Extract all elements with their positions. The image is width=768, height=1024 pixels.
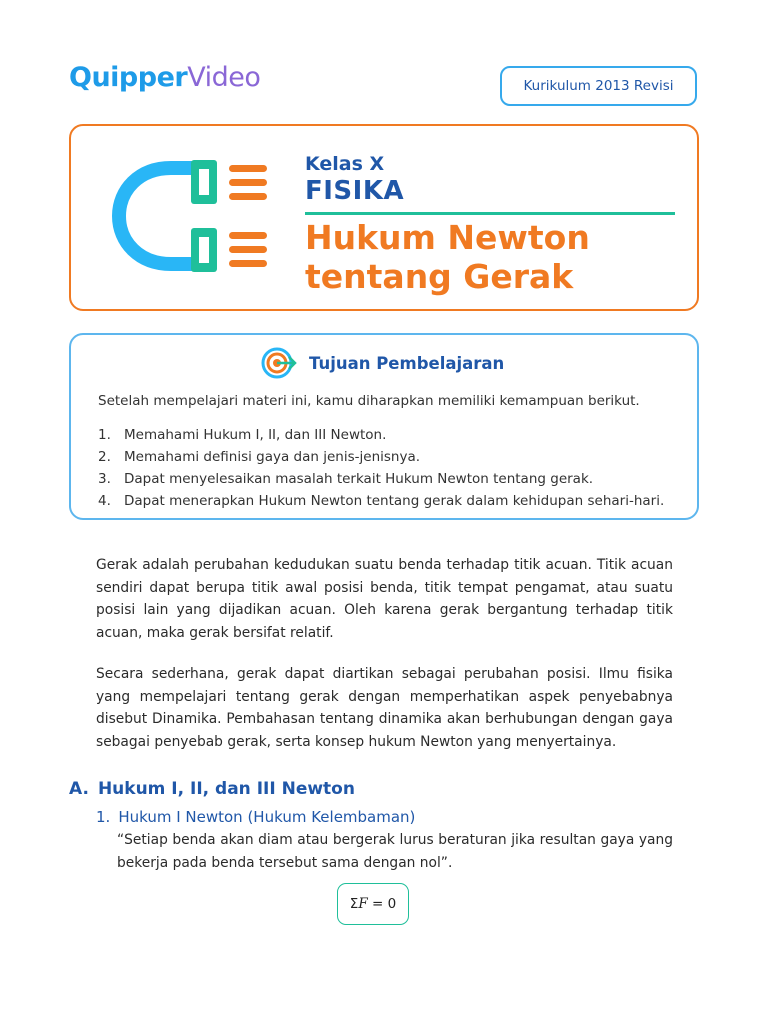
subsection-heading: 1. Hukum I Newton (Hukum Kelembaman) xyxy=(96,808,416,826)
target-icon xyxy=(261,347,297,379)
objectives-intro: Setelah mempelajari materi ini, kamu diharapkan memiliki kemampuan berikut. xyxy=(98,393,640,409)
class-label: Kelas X xyxy=(305,153,385,175)
learning-objectives-box xyxy=(69,333,699,520)
list-item: 4. Dapat menerapkan Hukum Newton tentang gerak dalam kehidupan sehari-hari. xyxy=(98,493,665,509)
section-heading: A. Hukum I, II, dan III Newton xyxy=(69,779,355,799)
body-paragraph-2: Secara sederhana, gerak dapat diartikan sebagai perubahan posisi. Ilmu fisika yang mempelajari tentang gerak dengan memperhatikan aspek penyebabnya disebut Dinamika. Pembahasan tentang dinamika akan berhubungan dengan gaya sebagai penyebab gerak, serta konsep hukum Newton yang menyertainya. xyxy=(96,666,673,750)
law-quote: “Setiap benda akan diam atau bergerak lurus beraturan jika resultan gaya yang bekerja pada benda tersebut sama dengan nol”. xyxy=(117,832,673,871)
list-item: 2. Memahami definisi gaya dan jenis-jenisnya. xyxy=(98,449,421,465)
page-title: Hukum Newton tentang Gerak xyxy=(305,218,590,296)
title-card xyxy=(69,124,699,311)
curriculum-badge: Kurikulum 2013 Revisi xyxy=(500,66,697,106)
formula-box: Σ F = 0 xyxy=(337,883,409,925)
magnet-icon xyxy=(111,160,271,272)
objectives-header xyxy=(261,347,504,379)
body-paragraph-1: Gerak adalah perubahan kedudukan suatu benda terhadap titik acuan. Titik acuan sendiri dapat berupa titik awal posisi benda, titik tempat pengamat, atau suatu posisi lain yang dijadikan acuan. Oleh karena gerak bergantung terhadap titik acuan, maka gerak bersifat relatif. xyxy=(96,557,673,641)
list-item: 1. Memahami Hukum I, II, dan III Newton. xyxy=(98,427,387,443)
list-item: 3. Dapat menyelesaikan masalah terkait Hukum Newton tentang gerak. xyxy=(98,471,594,487)
subject-label: FISIKA xyxy=(305,176,405,206)
objectives-list xyxy=(98,424,664,512)
quipper-video-logo: QuipperVideo xyxy=(69,62,261,93)
objectives-title: Tujuan Pembelajaran xyxy=(309,353,505,373)
title-divider xyxy=(305,212,675,215)
